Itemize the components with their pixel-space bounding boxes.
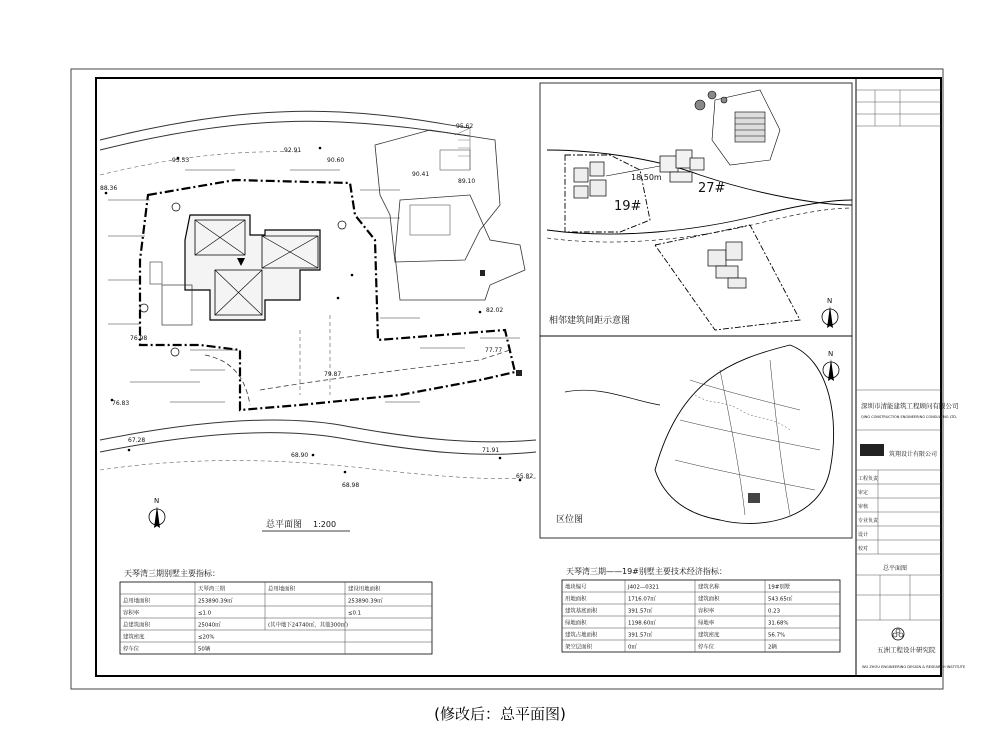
role-3: 审核 (858, 504, 869, 510)
elevation-9: 76.98 (130, 335, 148, 342)
elevation-11: 77.77 (485, 347, 503, 354)
table-cell: (其中地下24740㎡，其他300㎡) (268, 622, 349, 629)
adjacency-title: 相邻建筑间距示意图 (549, 316, 631, 326)
table-cell: 0㎡ (628, 644, 637, 651)
elevation-17: 65.82 (516, 473, 534, 480)
table-cell: 0.23 (768, 608, 781, 615)
table-cell: 391.57㎡ (628, 632, 653, 639)
elevation-3: 88.36 (100, 185, 118, 192)
elevation-16: 71.91 (482, 447, 500, 454)
table-cell: 建筑占地面积 (565, 632, 598, 639)
outer-border (71, 69, 943, 689)
table-left (120, 568, 432, 654)
table-cell: 建筑基底面积 (565, 608, 598, 615)
table-cell: ≤20% (198, 634, 215, 641)
location-title: 区位图 (556, 515, 584, 525)
table-cell: 停车位 (123, 646, 140, 653)
role-4: 专业负责 (858, 518, 879, 524)
table-cell: 总用地面积 (123, 598, 150, 605)
table-cell: 56.7% (768, 632, 786, 639)
elevation-13: 67.28 (128, 437, 146, 444)
table-left-title: 天琴湾三期别墅主要指标： (124, 569, 220, 578)
adjacency-panel (540, 83, 852, 336)
table-cell: 地块编号 (565, 584, 587, 591)
table-cell: 建设用地面积 (348, 586, 381, 593)
table-right-title: 天琴湾三期——19#别墅主要技术经济指标： (566, 567, 727, 576)
distance-label: 18.50m (631, 173, 662, 182)
table-cell: 1198.60㎡ (628, 620, 656, 627)
elevation-15: 68.98 (342, 482, 360, 489)
role-1: 工程负责 (858, 476, 879, 482)
table-cell: 19#别墅 (768, 584, 791, 591)
building-19-label: 19# (614, 199, 642, 214)
institute-name-en: WU ZHOU ENGINEERING DESIGN & RESEARCH INSTITUTE (862, 665, 966, 669)
site-plan (100, 111, 536, 531)
table-cell: 容积率 (123, 610, 140, 617)
role-6: 校对 (858, 546, 869, 552)
table-cell: 建筑面积 (698, 596, 720, 603)
site-plan-title: 总平面图 (266, 520, 303, 530)
north-arrow-adjacency (822, 297, 838, 328)
sheet-caption: (修改后：总平面图) (434, 705, 566, 723)
table-cell: 建筑密度 (698, 632, 720, 639)
table-cell: 2辆 (768, 644, 777, 651)
elevation-7: 95.62 (456, 123, 474, 130)
role-5: 设计 (858, 532, 869, 538)
svg-text:N: N (154, 497, 160, 505)
table-cell: 253890.39㎡ (198, 598, 233, 605)
elevation-6: 89.10 (458, 178, 476, 185)
table-cell: 架空层面积 (565, 644, 592, 651)
north-arrow-location (823, 350, 839, 381)
table-cell: ≤1.0 (198, 610, 212, 617)
table-cell: 容积率 (698, 608, 715, 615)
elevation-8: 82.02 (486, 307, 504, 314)
partner-company: 筑翔设计有限公司 (889, 451, 938, 458)
table-cell: 绿地率 (698, 620, 715, 627)
institute-name: 五洲工程设计研究院 (877, 646, 936, 654)
table-cell: 253890.39㎡ (348, 598, 383, 605)
institute-logo (892, 628, 904, 640)
design-company: 深圳市清能建筑工程顾问有限公司 (861, 402, 959, 410)
table-right (562, 566, 840, 652)
table-cell: 停车位 (698, 644, 715, 651)
table-cell: 用地面积 (565, 596, 587, 603)
drawing-name: 总平面图 (883, 565, 908, 572)
role-2: 审定 (858, 490, 869, 496)
table-cell: 建筑密度 (123, 634, 145, 641)
title-block (856, 78, 966, 676)
site-plan-scale: 1:200 (313, 520, 337, 529)
elevation-5: 90.41 (412, 171, 430, 178)
table-cell: 建筑名称 (698, 584, 720, 591)
svg-text:N: N (828, 350, 834, 358)
table-cell: 391.57㎡ (628, 608, 653, 615)
table-cell: 绿地面积 (565, 620, 587, 627)
table-cell: 1716.07㎡ (628, 596, 656, 603)
table-cell: 25040㎡ (198, 622, 221, 629)
table-cell: ≤0.1 (348, 610, 362, 617)
north-arrow-siteplan (149, 497, 165, 528)
location-map (556, 345, 839, 525)
design-company-en: QING CONSTRUCTION ENGINEERING CONSULTING LTD. (861, 415, 958, 419)
table-cell: 31.68% (768, 620, 789, 627)
elevation-1: 95.53 (172, 157, 190, 164)
svg-text:N: N (827, 297, 833, 305)
table-cell: 50辆 (198, 646, 211, 653)
adjacency-diagram (547, 90, 852, 330)
villa-19-footprint (185, 215, 320, 320)
elevation-2: 92.91 (284, 147, 302, 154)
elevation-4: 90.60 (327, 157, 345, 164)
elevation-14: 68.90 (291, 452, 309, 459)
elevation-12: 76.83 (112, 400, 130, 407)
table-cell: 543.65㎡ (768, 596, 793, 603)
table-cell: J402—0321 (628, 584, 659, 591)
building-27-label: 27# (698, 181, 726, 196)
table-cell: 总用地面积 (268, 586, 295, 593)
table-cell: 总建筑面积 (123, 622, 150, 629)
elevation-10: 79.87 (324, 371, 342, 378)
table-cell: 天琴湾三期 (198, 586, 225, 593)
